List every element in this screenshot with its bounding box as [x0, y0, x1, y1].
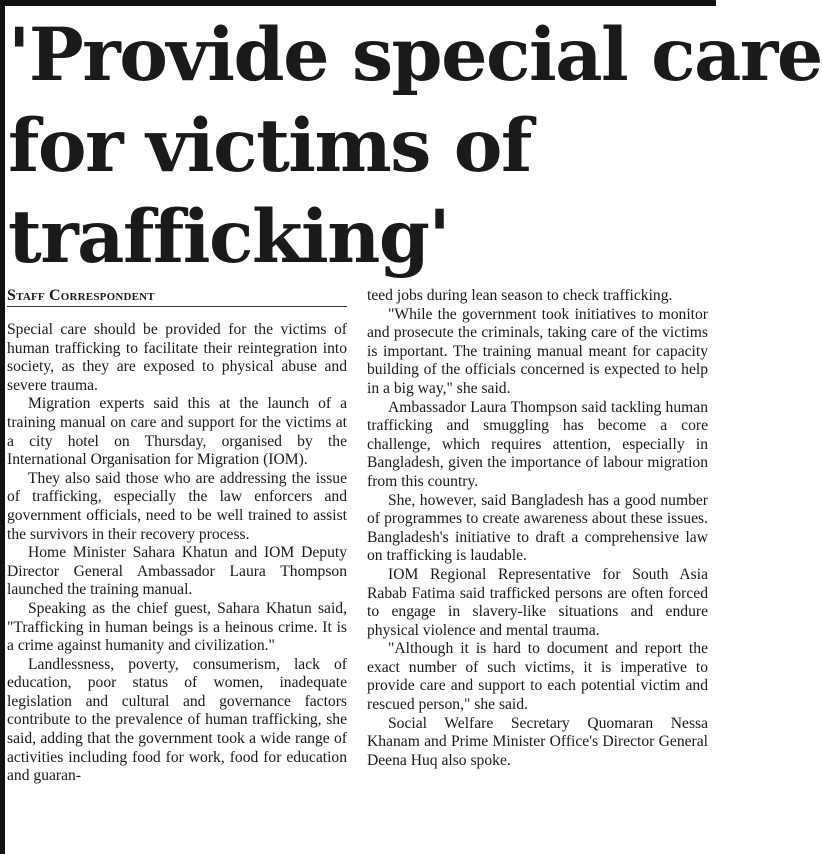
paragraph: Special care should be provided for the victims of human trafficking to facilitate their reintegration into society, as they are exposed to physical abuse and severe trauma.	[7, 321, 347, 394]
headline-line-3: trafficking'	[8, 194, 450, 280]
paragraph: She, however, said Bangladesh has a good number of programmes to create awareness about these issues. Bangladesh's initiative to draft a comprehensive law on trafficking is laudable.	[367, 491, 708, 565]
paragraph: Migration experts said this at the launch of a training manual on care and support for the victims at a city hotel on Thursday, organised by the International Organisation for Migration (IOM).	[7, 395, 347, 469]
paragraph: They also said those who are addressing the issue of trafficking, especially the law enforcers and government officials, need to be well trained to assist the survivors in their recovery process.	[7, 469, 347, 543]
paragraph: IOM Regional Representative for South Asia Rabab Fatima said trafficked persons are often forced to engage in slavery-like situations and endure physical violence and mental trauma.	[367, 565, 708, 639]
paragraph: "Although it is hard to document and report the exact number of such victims, it is imperative to provide care and support to each potential victim and rescued person," she said.	[367, 640, 708, 714]
paragraph: Speaking as the chief guest, Sahara Khatun said, "Trafficking in human beings is a heinous crime. It is a crime against humanity and civilization."	[7, 599, 347, 655]
left-rule	[0, 0, 5, 854]
headline	[8, 10, 822, 283]
top-rule	[0, 0, 716, 6]
paragraph: Home Minister Sahara Khatun and IOM Deputy Director General Ambassador Laura Thompson launched the training manual.	[7, 544, 347, 599]
article-column-2	[367, 287, 708, 770]
paragraph: Ambassador Laura Thompson said tackling human trafficking and smuggling has become a core challenge, which requires attention, especially in Bangladesh, given the importance of labour migration from this country.	[367, 398, 708, 490]
paragraph: Social Welfare Secretary Quomaran Nessa Khanam and Prime Minister Office's Director General Deena Huq also spoke.	[367, 714, 708, 769]
byline: Staff Correspondent	[7, 287, 347, 307]
paragraph: teed jobs during lean season to check trafficking.	[367, 287, 673, 304]
headline-line-2: for victims of	[8, 103, 531, 189]
paragraph: Landlessness, poverty, consumerism, lack of education, poor status of women, inadequate legislation and cultural and governance factors contribute to the prevalence of human trafficking, she said, adding that the government took a wide range of activities including food for work, food for education and guaran-	[7, 655, 347, 785]
paragraph: "While the government took initiatives to monitor and prosecute the criminals, taking care of the victims is important. The training manual meant for capacity building of the officials concerned is expected to help in a big way," she said.	[367, 305, 708, 397]
article-column-1	[7, 321, 347, 786]
headline-line-1: 'Provide special care	[8, 12, 822, 98]
